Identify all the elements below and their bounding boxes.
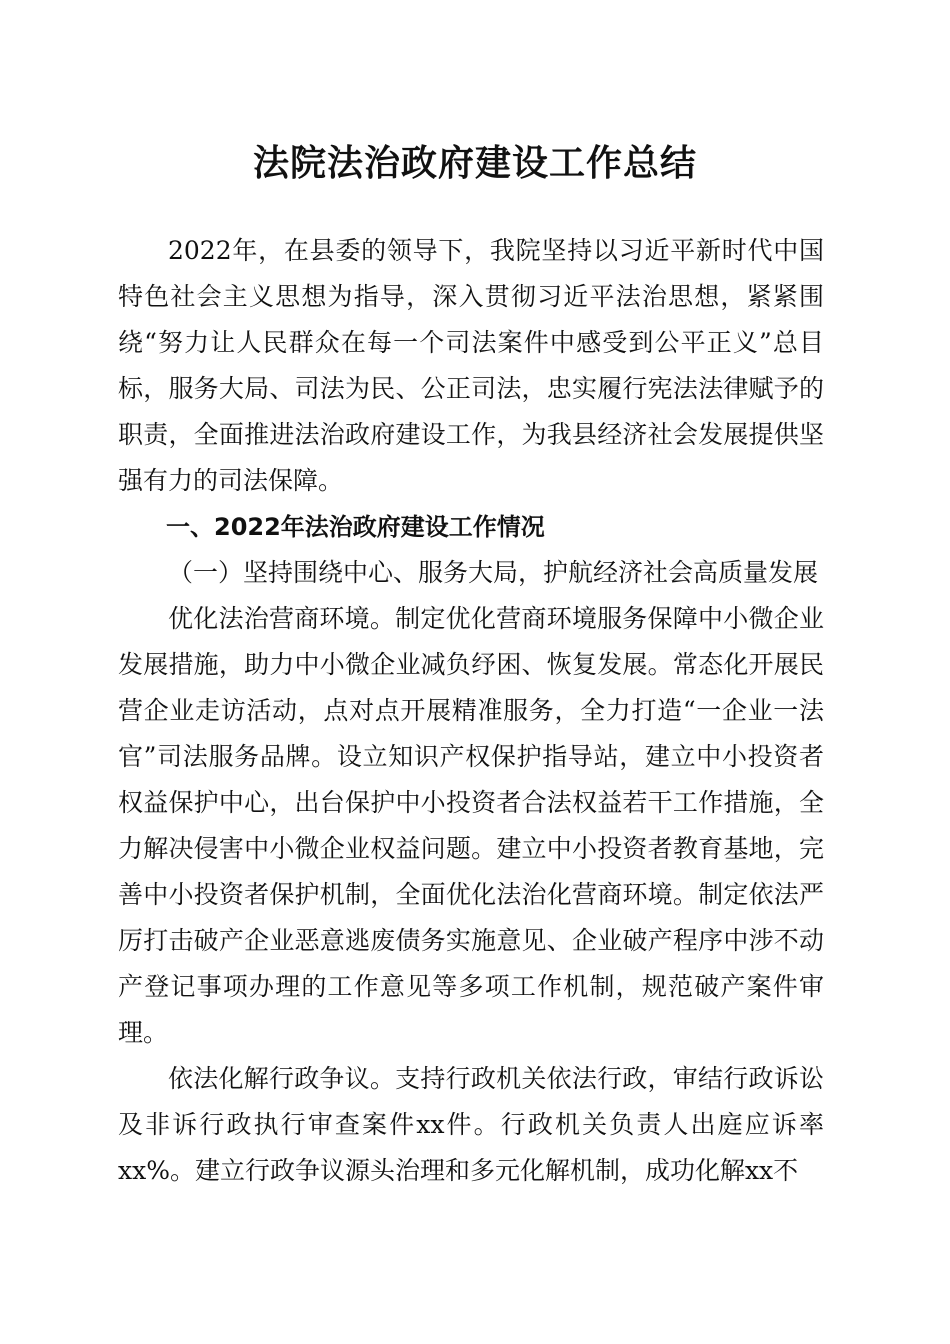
section-heading: 一、2022年法治政府建设工作情况 xyxy=(166,513,545,541)
subsection-heading: （一）坚持围绕中心、服务大局，护航经济社会高质量发展 xyxy=(168,558,819,587)
document-title: 法院法治政府建设工作总结 xyxy=(252,142,697,184)
body-paragraph: 依法化解行政争议。支持行政机关依法行政，审结行政诉讼及非诉行政执行审查案件xx件。行政机关负责人出庭应诉率xx%。建立行政争议源头治理和多元化解机制，成功化解xx不 xyxy=(118,1064,824,1185)
document-body xyxy=(118,228,824,1194)
body-paragraph: 优化法治营商环境。制定优化营商环境服务保障中小微企业发展措施，助力中小微企业减负纾困、恢复发展。常态化开展民营企业走访活动，点对点开展精准服务，全力打造“一企业一法官”司法服务品牌。设立知识产权保护指导站，建立中小投资者权益保护中心，出台保护中小投资者合法权益若干工作措施，全力解决侵害中小微企业权益问题。建立中小投资者教育基地，完善中小投资者保护机制，全面优化法治化营商环境。制定依法严厉打击破产企业恶意逃废债务实施意见、企业破产程序中涉不动产登记事项办理的工作意见等多项工作机制，规范破产案件审理。 xyxy=(118,604,824,1047)
intro-paragraph: 2022年，在县委的领导下，我院坚持以习近平新时代中国特色社会主义思想为指导，深入贯彻习近平法治思想，紧紧围绕“努力让人民群众在每一个司法案件中感受到公平正义”总目标，服务大局、司法为民、公正司法，忠实履行宪法法律赋予的职责，全面推进法治政府建设工作，为我县经济社会发展提供坚强有力的司法保障。 xyxy=(118,236,824,495)
